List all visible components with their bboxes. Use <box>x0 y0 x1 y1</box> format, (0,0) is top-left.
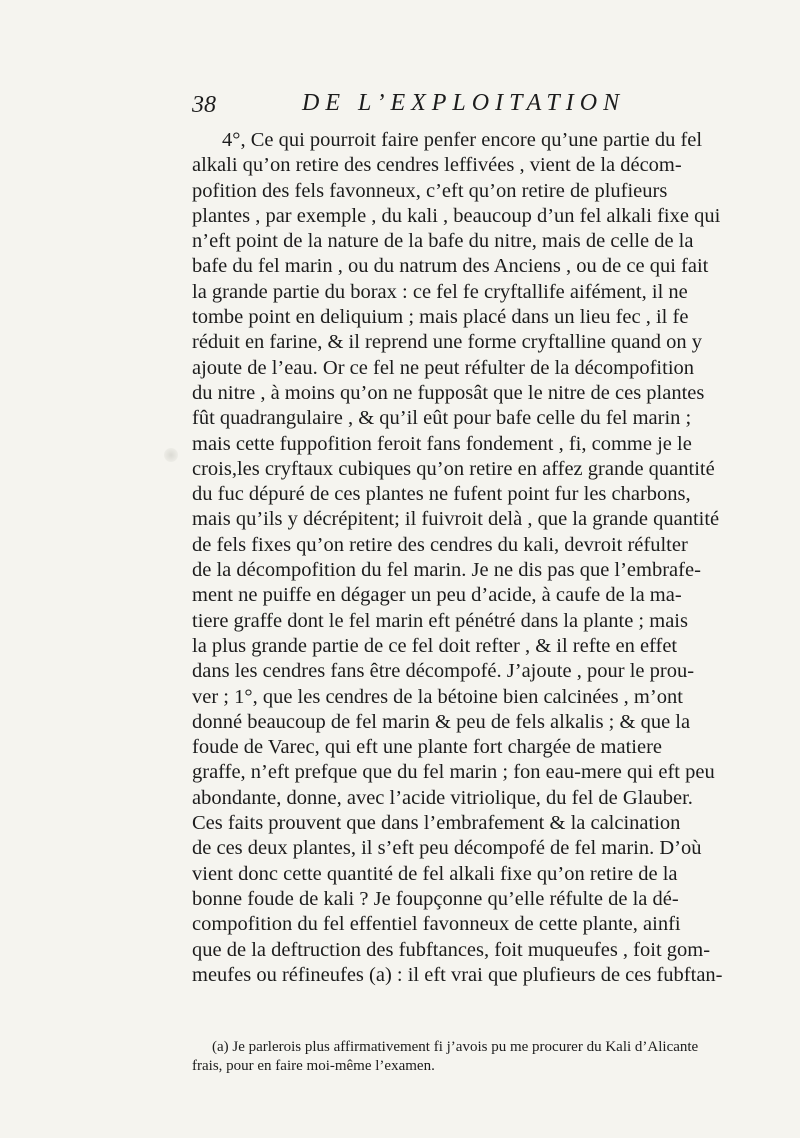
text-line: graffe, n’eft prefque que du fel marin ; fon eau-mere qui eft peu <box>192 761 715 784</box>
text-line: de fels fixes qu’on retire des cendres du kali, devroit réfulter <box>192 533 688 556</box>
text-line: donné beaucoup de fel marin & peu de fels alkalis ; & que la <box>192 710 691 733</box>
text-line: crois,les cryftaux cubiques qu’on retire en affez grande quantité <box>192 457 715 480</box>
footnote-line: (a) Je parlerois plus affirmativement fi j’avois pu me procurer du Kali d’Alicante <box>212 1039 699 1055</box>
text-line: la plus grande partie de ce fel doit refter , & il refte en effet <box>192 634 678 657</box>
text-line: ajoute de l’eau. Or ce fel ne peut réfulter de la décompofition <box>192 356 695 379</box>
text-line: plantes , par exemple , du kali , beaucoup d’un fel alkali fixe qui <box>192 204 721 227</box>
footnote-line: frais, pour en faire moi-même l’examen. <box>192 1058 435 1074</box>
text-line: tombe point en deliquium ; mais placé dans un lieu fec , il fe <box>192 306 689 329</box>
text-line: la grande partie du borax : ce fel fe cryftallife aifément, il ne <box>192 280 688 303</box>
text-line: réduit en farine, & il reprend une forme cryftalline quand on y <box>192 331 703 354</box>
paper-smudge <box>164 448 178 462</box>
text-line: mais qu’ils y décrépitent; il fuivroit delà , que la grande quantité <box>192 508 720 531</box>
text-line: 4°, Ce qui pourroit faire penfer encore qu’une partie du fel <box>222 129 703 151</box>
text-line: que de la deftruction des fubftances, foit muqueufes , foit gom- <box>192 938 711 961</box>
text-line: fût quadrangulaire , & qu’il eût pour bafe celle du fel marin ; <box>192 407 692 430</box>
body-text <box>192 128 723 988</box>
page-header <box>192 88 662 122</box>
text-line: n’eft point de la nature de la bafe du nitre, mais de celle de la <box>192 230 694 253</box>
text-line: abondante, donne, avec l’acide vitriolique, du fel de Glauber. <box>192 786 693 809</box>
text-line: du nitre , à moins qu’on ne fupposât que le nitre de ces plantes <box>192 381 705 404</box>
text-line: compofition du fel effentiel favonneux de cette plante, ainfi <box>192 913 681 936</box>
text-line: pofition des fels favonneux, c’eft qu’on retire de plufieurs <box>192 179 668 202</box>
page-number: 38 <box>192 92 216 118</box>
text-line: de ces deux plantes, il s’eft peu décompofé de fel marin. D’où <box>192 837 702 860</box>
text-line: mais cette fuppofition feroit fans fondement , fi, comme je le <box>192 432 692 455</box>
footnote <box>192 1038 699 1076</box>
text-line: foude de Varec, qui eft une plante fort chargée de matiere <box>192 736 662 759</box>
text-line: de la décompofition du fel marin. Je ne dis pas que l’embrafe- <box>192 559 701 582</box>
running-title: DE L’EXPLOITATION <box>302 90 626 116</box>
text-line: Ces faits prouvent que dans l’embrafement & la calcination <box>192 812 681 835</box>
text-line: vient donc cette quantité de fel alkali fixe qu’on retire de la <box>192 862 678 885</box>
text-line: meufes ou réfineufes (a) : il eft vrai que plufieurs de ces fubftan- <box>192 963 723 986</box>
text-line: tiere graffe dont le fel marin eft pénétré dans la plante ; mais <box>192 609 688 632</box>
text-line: du fuc dépuré de ces plantes ne fufent point fur les charbons, <box>192 483 691 506</box>
text-line: ver ; 1°, que les cendres de la bétoine bien calcinées , m’ont <box>192 685 683 708</box>
text-line: alkali qu’on retire des cendres leffivées , vient de la décom- <box>192 154 682 177</box>
text-line: bafe du fel marin , ou du natrum des Anciens , ou de ce qui fait <box>192 255 709 278</box>
text-line: ment ne puiffe en dégager un peu d’acide, à caufe de la ma- <box>192 584 682 607</box>
text-line: dans les cendres fans être décompofé. J’ajoute , pour le prou- <box>192 660 695 683</box>
text-line: bonne foude de kali ? Je foupçonne qu’elle réfulte de la dé- <box>192 887 679 910</box>
